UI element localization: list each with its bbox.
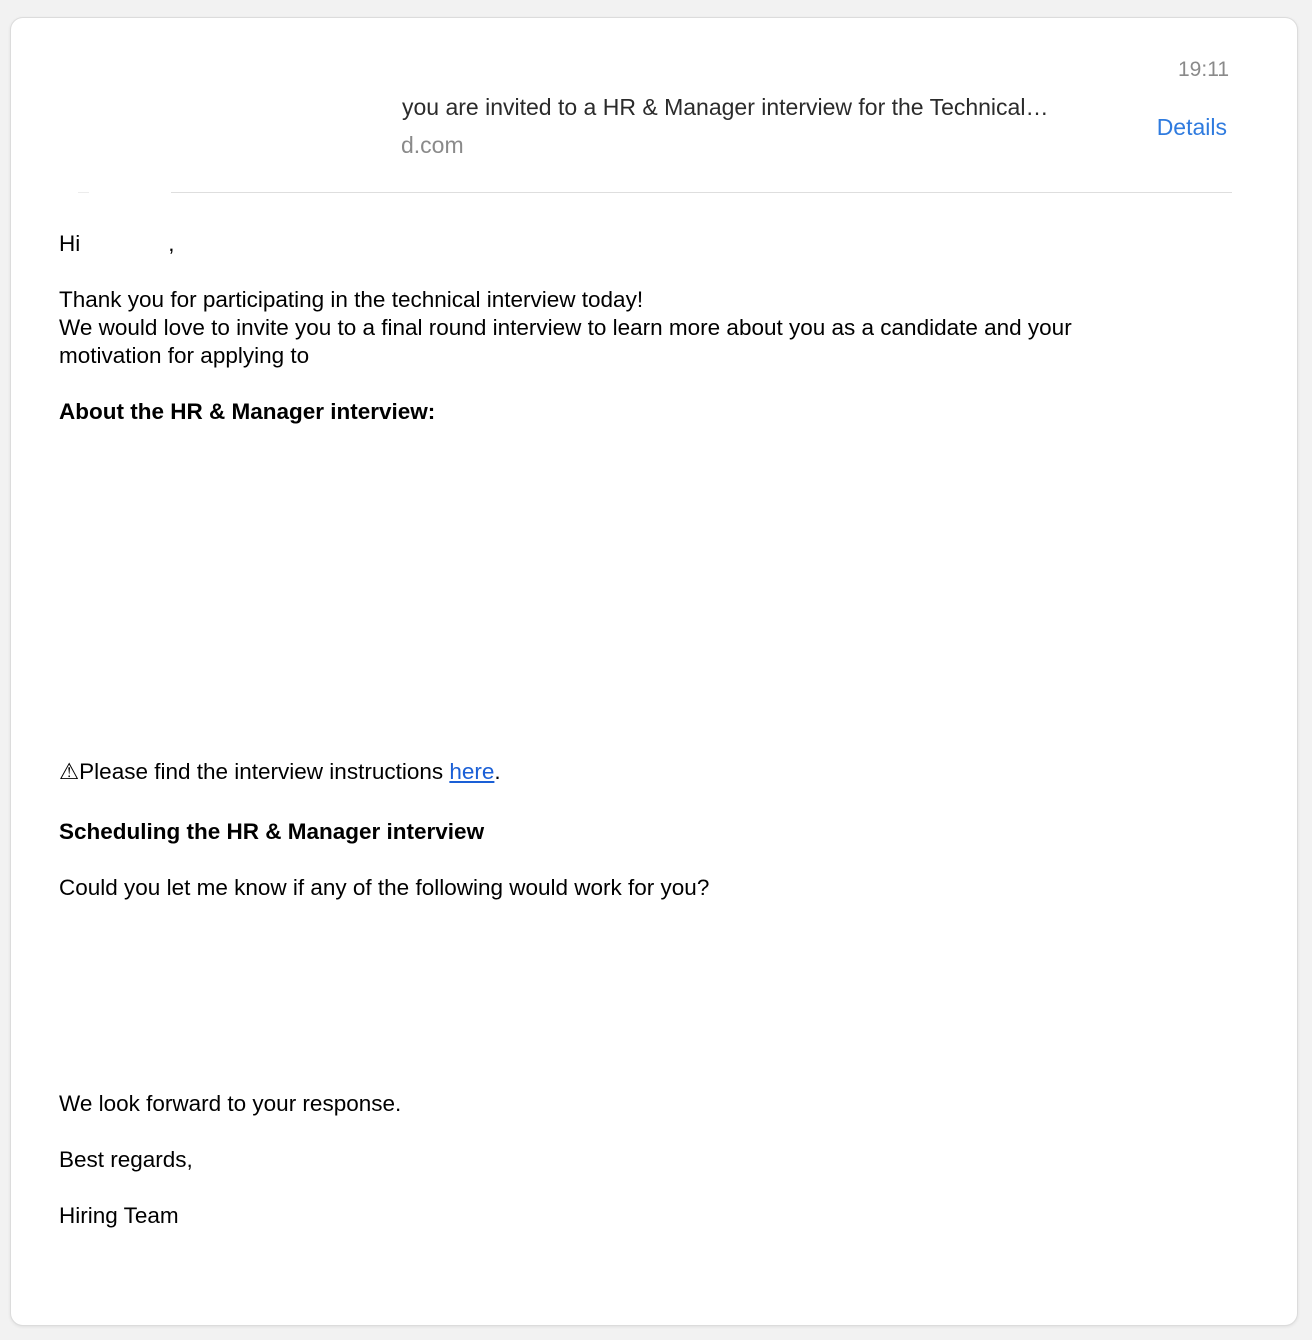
email-subject: you are invited to a HR & Manager interview for the Technical… [402, 94, 1049, 120]
greeting-prefix: Hi [59, 231, 81, 256]
scheduling-question: Could you let me know if any of the following would work for you? [59, 875, 710, 900]
closing-line: We look forward to your response. [59, 1091, 402, 1116]
email-message-card [10, 17, 1298, 1326]
greeting [59, 230, 175, 258]
instructions-text: Please find the interview instructions [79, 759, 450, 784]
instructions-line [59, 758, 501, 786]
header-divider [171, 192, 1232, 193]
thanks-line: Thank you for participating in the technical interview today! [59, 287, 644, 312]
instructions-period: . [494, 759, 501, 784]
details-link[interactable]: Details [1156, 114, 1227, 140]
sender-address: d.com [401, 132, 464, 158]
regards-line: Best regards, [59, 1147, 193, 1172]
invite-line-1: We would love to invite you to a final round interview to learn more about you as a candidate and your [59, 315, 1072, 340]
scheduling-heading: Scheduling the HR & Manager interview [59, 819, 485, 844]
instructions-link[interactable]: here [449, 759, 495, 784]
message-time: 19:11 [1178, 58, 1229, 81]
signature: Hiring Team [59, 1203, 179, 1228]
greeting-suffix: , [168, 231, 175, 256]
header-divider-stub [78, 192, 89, 193]
about-heading: About the HR & Manager interview: [59, 399, 436, 424]
warning-icon: ⚠ [59, 759, 80, 784]
invite-line-2: motivation for applying to [59, 343, 310, 368]
